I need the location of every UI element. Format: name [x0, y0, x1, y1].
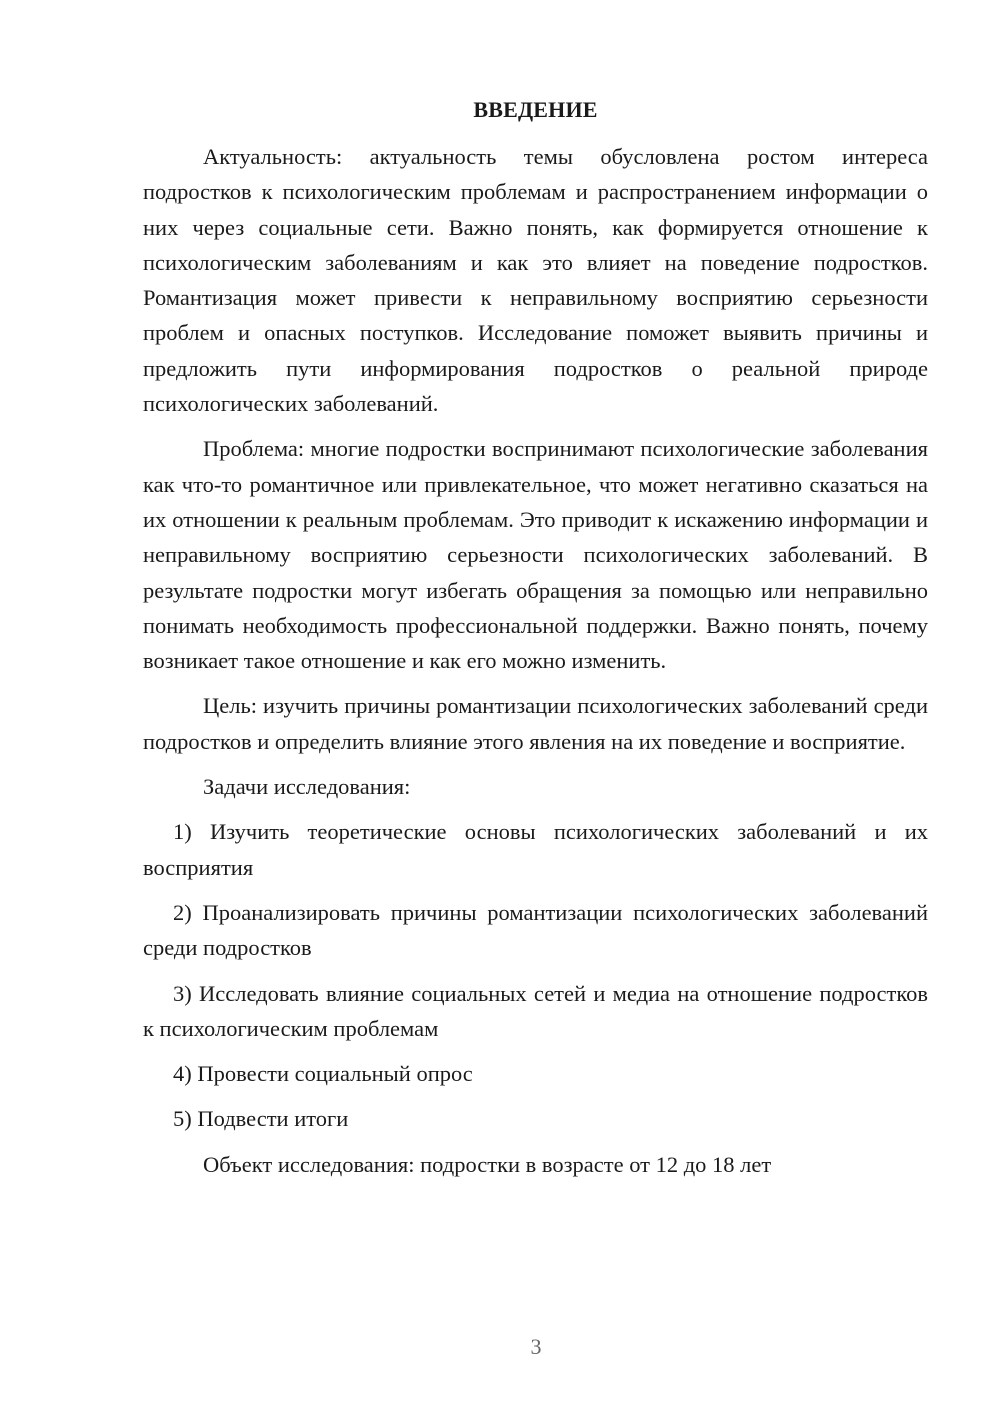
- tasks-list: [143, 814, 928, 1136]
- page-content: [143, 95, 928, 1192]
- object-paragraph: Объект исследования: подростки в возрасте от 12 до 18 лет: [203, 1151, 772, 1177]
- goal-paragraph: Цель: изучить причины романтизации психологических заболеваний среди подростков и определить влияние этого явления на их поведение и восприятие.: [143, 693, 928, 754]
- task-item: 4) Провести социальный опрос: [173, 1061, 473, 1087]
- task-item: 1) Изучить теоретические основы психологических заболеваний и их восприятия: [143, 819, 928, 880]
- task-item: 5) Подвести итоги: [173, 1106, 349, 1132]
- tasks-title: Задачи исследования:: [203, 774, 411, 800]
- page-number: 3: [530, 1334, 542, 1359]
- task-item: 3) Исследовать влияние социальных сетей и медиа на отношение подростков к психологическим проблемам: [143, 980, 928, 1041]
- task-item: 2) Проанализировать причины романтизации психологических заболеваний среди подростков: [143, 899, 928, 961]
- section-heading: ВВЕДЕНИЕ: [473, 97, 598, 122]
- relevance-paragraph: Актуальность: актуальность темы обусловлена ростом интереса подростков к психологическим проблемам и распространением информации о них через социальные сети. Важно понять, как формируется отношение к психологическим заболеваниям и как это влияет на поведение подростков. Романтизация может привести к неправильному восприятию серьезности проблем и опасных поступков. Исследование поможет выявить причины и предложить пути информирования подростков о реальной природе психологических заболеваний.: [143, 144, 928, 417]
- problem-paragraph: Проблема: многие подростки воспринимают психологические заболевания как что-то романтичное или привлекательное, что может негативно сказаться на их отношении к реальным проблемам. Это приводит к искажению информации и неправильному восприятию серьезности психологических заболеваний. В результате подростки могут избегать обращения за помощью или неправильно понимать необходимость профессиональной поддержки. Важно понять, почему возникает такое отношение и как его можно изменить.: [143, 436, 928, 674]
